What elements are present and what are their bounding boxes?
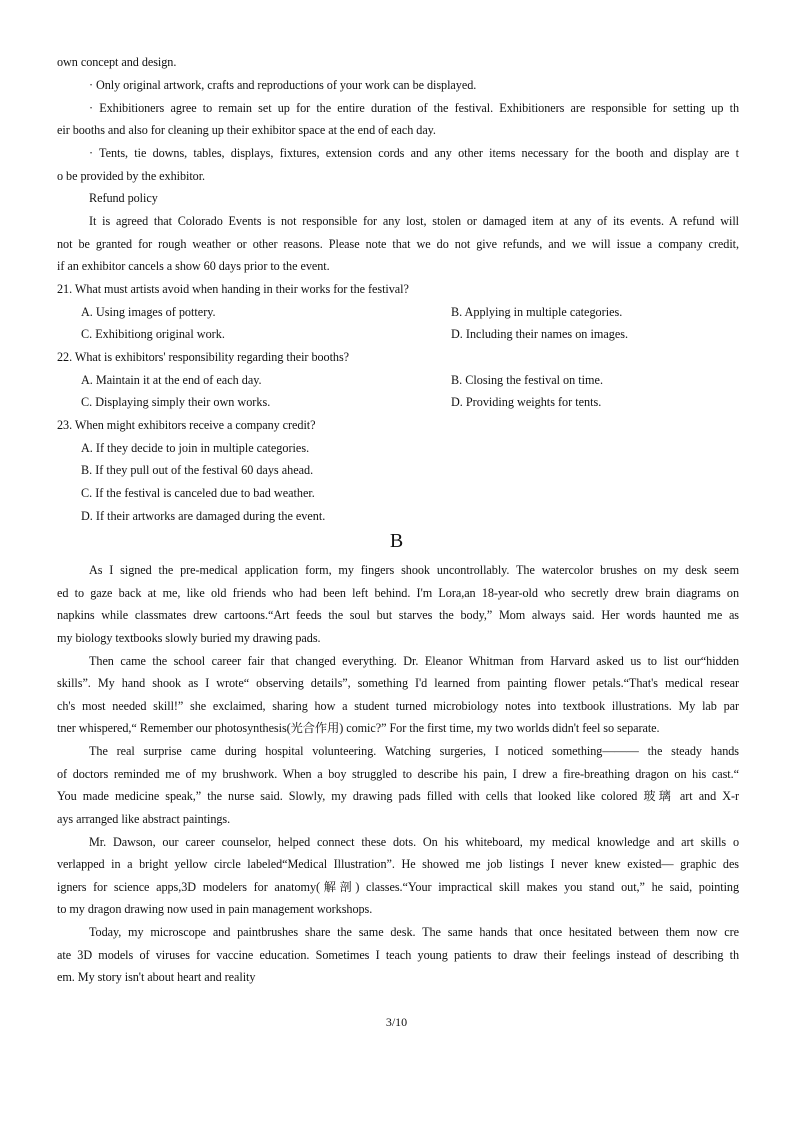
passage-b-p4-line: Mr. Dawson, our career counselor, helped connect these dots. On his whiteboard, my medical knowledge and art skills o (89, 835, 739, 849)
passage-a-line: It is agreed that Colorado Events is not responsible for any lost, stolen or damaged item at any of its events. A refund will (89, 214, 739, 228)
passage-b-p4-line: verlapped in a bright yellow circle labeled“Medical Illustration”. He showed me job listings I never knew existed— graphic des (57, 857, 739, 871)
question-23-option-c: C. If the festival is canceled due to bad weather. (81, 486, 315, 500)
passage-a-line: eir booths and also for cleaning up their exhibitor space at the end of each day. (57, 123, 436, 137)
passage-b-p2-line: tner whispered,“ Remember our photosynthesis(光合作用) comic?” For the first time, my two worlds didn't feel so separate. (57, 721, 660, 735)
refund-policy-heading: Refund policy (89, 191, 158, 205)
passage-a-line: o be provided by the exhibitor. (57, 169, 206, 183)
passage-b-p4-line: igners for science apps,3D modelers for anatomy(解剖) classes.“Your impractical skill makes you stand out,” he said, pointing (57, 880, 739, 894)
passage-b-p3-line: ays arranged like abstract paintings. (57, 812, 231, 826)
passage-a-line: if an exhibitor cancels a show 60 days prior to the event. (57, 259, 330, 273)
passage-b-p3-line: You made medicine speak,” the nurse said. Slowly, my drawing pads filled with cells that looked like colored 玻璃 art and X-r (57, 789, 739, 803)
question-21-stem: 21. What must artists avoid when handing in their works for the festival? (57, 282, 409, 296)
passage-b-p3-line: The real surprise came during hospital volunteering. Watching surgeries, I noticed something——— the steady hands (89, 744, 739, 758)
question-22-option-a: A. Maintain it at the end of each day. (81, 373, 262, 387)
passage-b-p1-line: As I signed the pre-medical application form, my fingers shook uncontrollably. The watercolor brushes on my desk seem (89, 563, 739, 577)
question-22-stem: 22. What is exhibitors' responsibility regarding their booths? (57, 350, 350, 364)
question-23-option-d: D. If their artworks are damaged during the event. (81, 509, 326, 523)
passage-b-p3-line: of doctors reminded me of my brushwork. When a boy struggled to describe his pain, I drew a fire-breathing dragon on his cast.“ (57, 767, 739, 781)
passage-a-bullet: · Exhibitioners agree to remain set up for the entire duration of the festival. Exhibitioners are responsible for setting up th (89, 101, 739, 115)
question-23-stem: 23. When might exhibitors receive a company credit? (57, 418, 316, 432)
passage-b-p5-line: em. My story isn't about heart and reality (57, 970, 256, 984)
question-22-option-c: C. Displaying simply their own works. (81, 395, 271, 409)
passage-b-p1-line: my biology textbooks slowly buried my drawing pads. (57, 631, 321, 645)
question-22-option-b: B. Closing the festival on time. (451, 373, 603, 387)
passage-a-line: not be granted for rough weather or other reasons. Please note that we do not give refunds, and we will issue a company credit, (57, 237, 739, 251)
passage-b-p2-line: skills”. My hand shook as I wrote“ observing details”, something I'd learned from painting flower petals.“That's medical resear (57, 676, 739, 690)
question-23-option-b: B. If they pull out of the festival 60 days ahead. (81, 463, 314, 477)
passage-b-p2-line: ch's most needed skill!” she exclaimed, sharing how a student turned microbiology notes into textbook illustrations. My lab par (57, 699, 739, 713)
question-21-option-d: D. Including their names on images. (451, 327, 629, 341)
passage-a-bullet: · Tents, tie downs, tables, displays, fixtures, extension cords and any other items necessary for the booth and display are t (89, 146, 739, 160)
passage-a-line: own concept and design. (57, 55, 177, 69)
question-21-option-b: B. Applying in multiple categories. (451, 305, 623, 319)
passage-a-bullet: · Only original artwork, crafts and reproductions of your work can be displayed. (89, 78, 477, 92)
question-22-option-d: D. Providing weights for tents. (451, 395, 602, 409)
page-number: 3/10 (385, 1015, 408, 1029)
passage-b-p2-line: Then came the school career fair that changed everything. Dr. Eleanor Whitman from Harvard asked us to list our“hidden (89, 654, 739, 668)
passage-b-p1-line: ed to gaze back at me, like old friends who had been left behind. I'm Lora,an 18-year-old who secretly drew brain diagrams on (57, 586, 739, 600)
section-b-title: B (389, 530, 404, 552)
passage-b-p5-line: ate 3D models of viruses for vaccine education. Sometimes I teach young patients to draw their feelings instead of describing th (57, 948, 739, 962)
question-23-option-a: A. If they decide to join in multiple categories. (81, 441, 310, 455)
passage-b-p5-line: Today, my microscope and paintbrushes share the same desk. The same hands that once hesitated between them now cre (89, 925, 739, 939)
passage-b-p1-line: napkins while classmates drew cartoons.“Art feeds the soul but starves the body,” Mom always said. Her words haunted me as (57, 608, 739, 622)
passage-b-p4-line: to my dragon drawing now used in pain management workshops. (57, 902, 373, 916)
question-21-option-a: A. Using images of pottery. (81, 305, 216, 319)
question-21-option-c: C. Exhibitiong original work. (81, 327, 225, 341)
